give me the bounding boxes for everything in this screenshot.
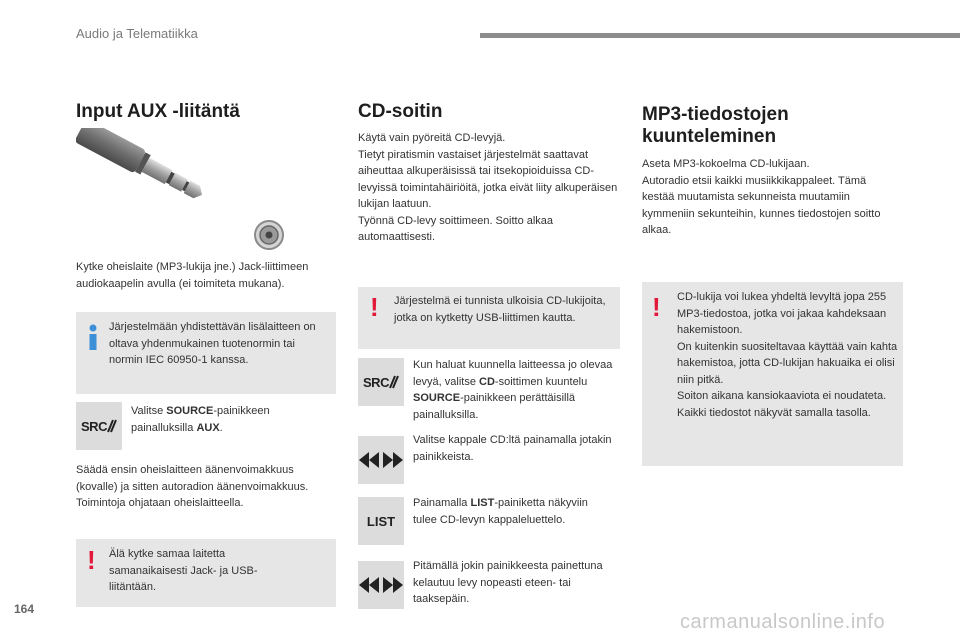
prev-next-buttons — [358, 436, 404, 484]
watermark: carmanualsonline.info — [680, 611, 886, 633]
page-number: 164 — [14, 602, 35, 616]
seek-buttons — [358, 561, 404, 609]
warning-icon: ! — [87, 545, 96, 575]
info-box-text: Järjestelmään yhdistettävän lisälaitteen on oltava yhdenmukainen tuotenormin tai normin IEC 60950-1 kanssa. — [109, 321, 316, 366]
aux-warning-text: Älä kytke samaa laitetta samanaikaisesti Jack- ja USB-liitäntään. — [109, 548, 258, 593]
cd-warning-box — [358, 287, 620, 349]
mp3-warning-box — [642, 282, 903, 466]
src-slash-icon — [389, 375, 399, 389]
cd-seek-step: Pitämällä jokin painikkeesta painettuna kelautuu levy nopeasti eteen- tai taaksepäin. — [413, 560, 603, 605]
aux-src-step: Valitse SOURCE-painikkeen painalluksilla AUX. — [131, 405, 270, 434]
mp3-intro: Aseta MP3-kokoelma CD-lukijaan. Autoradio etsii kaikki musiikkikappaleet. Tämä kestää muutamista sekunneista muutamiin kymmeniin sekunteihin, kunnes tiedostojen soitto alkaa. — [642, 158, 881, 236]
mp3-warning-text: CD-lukija voi lukea yhdeltä levyltä jopa 255 MP3-tiedostoa, jotka voi jakaa kahdeksaan hakemistoon. On kuitenkin suositeltavaa käyttää vain kahta hakemistoa, jotta CD-lukijan hakuaika ei olisi niin pitkä. Soiton aikana kansiokaaviota ei noudateta. Kaikki tiedostot näkyvät samalla tasolla. — [677, 291, 898, 419]
aux-volume-text: Säädä ensin oheislaitteen äänenvoimakkuus (kovalle) ja sitten autoradion äänenvoimakkuus. Toimintoja ohjataan oheislaitteella. — [76, 464, 309, 509]
cd-list-step: Painamalla LIST-painiketta näkyviin tulee CD-levyn kappaleluettelo. — [413, 497, 588, 526]
header-title: Audio ja Telematiikka — [76, 26, 198, 41]
cd-track-step: Valitse kappale CD:ltä painamalla jotakin painikkeista. — [413, 434, 612, 463]
src-button-label: SRC — [363, 374, 389, 390]
list-button-label: LIST — [366, 513, 396, 529]
info-box — [76, 312, 336, 394]
jack-plug-illustration — [76, 128, 296, 253]
header-bar — [480, 33, 960, 38]
info-icon — [87, 324, 99, 350]
mp3-title: MP3-tiedostojen kuunteleminen — [642, 104, 789, 147]
src-button — [358, 358, 404, 406]
cd-title: CD-soitin — [358, 101, 443, 122]
cd-warning-text: Järjestelmä ei tunnista ulkoisia CD-lukijoita, jotka on kytketty USB-liittimen kautta. — [394, 295, 606, 324]
seek-icon — [359, 577, 403, 593]
prev-next-icon — [359, 452, 403, 468]
aux-title: Input AUX -liitäntä — [76, 101, 240, 122]
aux-intro: Kytke oheislaite (MP3-lukija jne.) Jack-liittimeen audiokaapelin avulla (ei toimiteta mukana). — [76, 261, 309, 290]
warning-icon: ! — [370, 292, 379, 322]
src-button-label: SRC — [81, 418, 107, 434]
warning-icon: ! — [652, 292, 661, 322]
src-button — [76, 402, 122, 450]
list-button — [358, 497, 404, 545]
cd-intro: Käytä vain pyöreitä CD-levyjä. Tietyt piratismin vastaiset järjestelmät saattavat aiheuttaa alkuperäisissä tai itsekopioiduissa CD-levyissä toimintahäiriöitä, jotka eivät liity alkuperäisen lukijan laatuun. Työnnä CD-levy soittimeen. Soitto alkaa automaattisesti. — [358, 132, 618, 243]
aux-warning-box — [76, 539, 336, 607]
cd-src-step: Kun haluat kuunnella laitteessa jo olevaa levyä, valitse CD-soittimen kuuntelu SOURCE-painikkeen perättäisillä painalluksilla. — [413, 359, 613, 421]
src-slash-icon — [107, 419, 117, 433]
